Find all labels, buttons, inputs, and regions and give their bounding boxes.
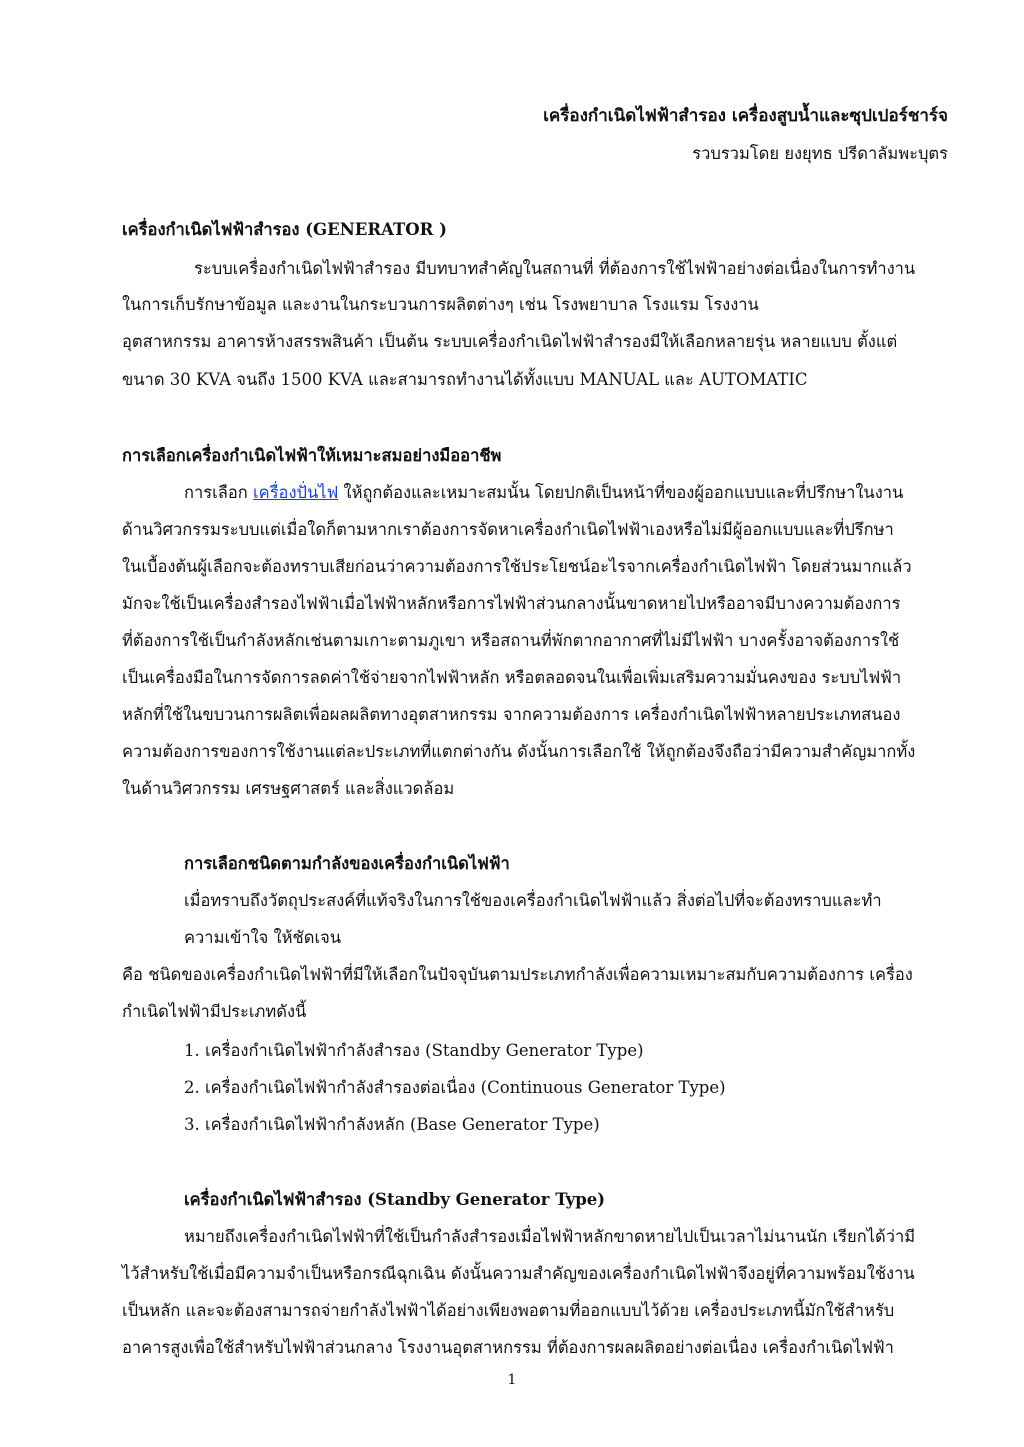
section-heading-selection: การเลือกเครื่องกำเนิดไฟฟ้าให้เหมาะสมอย่างมืออาชีพ: [122, 446, 502, 465]
list-item: 2. เครื่องกำเนิดไฟฟ้ากำลังสำรองต่อเนื่อง (Continuous Generator Type): [184, 1078, 726, 1097]
paragraph-line: ในเบื้องต้นผู้เลือกจะต้องทราบเสียก่อนว่าความต้องการใช้ประโยชน์อะไรจากเครื่องกำเนิดไฟฟ้า โดยส่วนมากแล้ว: [122, 557, 912, 576]
paragraph-line: ความต้องการของการใช้งานแต่ละประเภทที่แตกต่างกัน ดังนั้นการเลือกใช้ ให้ถูกต้องจึงถือว่ามีความสำคัญมากทั้ง: [122, 742, 916, 761]
paragraph-line: หมายถึงเครื่องกำเนิดไฟฟ้าที่ใช้เป็นกำลังสำรองเมื่อไฟฟ้าหลักขาดหายไปเป็นเวลาไม่นานนัก เรียกได้ว่ามี: [184, 1227, 916, 1246]
paragraph-line: หลักที่ใช้ในขบวนการผลิตเพื่อผลผลิตทางอุตสาหกรรม จากความต้องการ เครื่องกำเนิดไฟฟ้าหลายประเภทสนอง: [122, 705, 901, 724]
paragraph-line: อุตสาหกรรม อาคารห้างสรรพสินค้า เป็นต้น ระบบเครื่องกำเนิดไฟฟ้าสำรองมีให้เลือกหลายรุ่น หลายแบบ ตั้งแต่: [122, 332, 898, 351]
paragraph-line: คือ ชนิดของเครื่องกำเนิดไฟฟ้าที่มีให้เลือกในปัจจุบันตามประเภทกำลังเพื่อความเหมาะสมกับความต้องการ เครื่อง: [122, 965, 913, 984]
paragraph-text: ให้ถูกต้องและเหมาะสมนั้น โดยปกติเป็นหน้าที่ของผู้ออกแบบและที่ปรึกษาในงาน: [338, 483, 904, 502]
paragraph-line: ด้านวิศวกรรมระบบแต่เมื่อใดก็ตามหากเราต้องการจัดหาเครื่องกำเนิดไฟฟ้าเองหรือไม่มีผู้ออกแบบและที่ปรึกษา: [122, 520, 894, 539]
section-heading-power-type: การเลือกชนิดตามกำลังของเครื่องกำเนิดไฟฟ้า: [184, 854, 510, 873]
paragraph-line: ในการเก็บรักษาข้อมูล และงานในกระบวนการผลิตต่างๆ เช่น โรงพยาบาล โรงแรม โรงงาน: [122, 295, 759, 314]
paragraph-line: เป็นหลัก และจะต้องสามารถจ่ายกำลังไฟฟ้าได้อย่างเพียงพอตามที่ออกแบบไว้ด้วย เครื่องประเภทนี้มักใช้สำหรับ: [122, 1301, 895, 1320]
paragraph-line: กำเนิดไฟฟ้ามีประเภทดังนี้: [122, 1002, 307, 1021]
paragraph-line: ไว้สำหรับใช้เมื่อมีความจำเป็นหรือกรณีฉุกเฉิน ดังนั้นความสำคัญของเครื่องกำเนิดไฟฟ้าจึงอยู่ที่ความพร้อมใช้งาน: [122, 1264, 915, 1283]
document-author: รวบรวมโดย ยงยุทธ ปรีดาลัมพะบุตร: [692, 144, 948, 163]
section-heading-generator: เครื่องกำเนิดไฟฟ้าสำรอง (GENERATOR ): [122, 220, 447, 239]
paragraph-line: [184, 485, 903, 502]
paragraph-line: ความเข้าใจ ให้ชัดเจน: [184, 928, 342, 947]
paragraph-line: เมื่อทราบถึงวัตถุประสงค์ที่แท้จริงในการใช้ของเครื่องกำเนิดไฟฟ้าแล้ว สิ่งต่อไปที่จะต้องทราบและทำ: [184, 891, 882, 910]
list-item: 3. เครื่องกำเนิดไฟฟ้ากำลังหลัก (Base Generator Type): [184, 1115, 600, 1134]
generator-link[interactable]: เครื่องปั่นไฟ: [253, 483, 339, 502]
list-item: 1. เครื่องกำเนิดไฟฟ้ากำลังสำรอง (Standby Generator Type): [184, 1041, 644, 1060]
paragraph-line: ระบบเครื่องกำเนิดไฟฟ้าสำรอง มีบทบาทสำคัญในสถานที่ ที่ต้องการใช้ไฟฟ้าอย่างต่อเนื่องในการทำงาน: [194, 259, 916, 278]
paragraph-line: มักจะใช้เป็นเครื่องสำรองไฟฟ้าเมื่อไฟฟ้าหลักหรือการไฟฟ้าส่วนกลางนั้นขาดหายไปหรืออาจมีบางความต้องการ: [122, 594, 901, 613]
paragraph-line: เป็นเครื่องมือในการจัดการลดค่าใช้จ่ายจากไฟฟ้าหลัก หรือตลอดจนในเพื่อเพิ่มเสริมความมั่นคงของ ระบบไฟฟ้า: [122, 668, 902, 687]
paragraph-line: ขนาด 30 KVA จนถึง 1500 KVA และสามารถทำงานได้ทั้งแบบ MANUAL และ AUTOMATIC: [122, 370, 808, 389]
paragraph-text: การเลือก: [184, 483, 254, 502]
section-heading-standby: เครื่องกำเนิดไฟฟ้าสำรอง (Standby Generator Type): [184, 1190, 606, 1209]
paragraph-line: ที่ต้องการใช้เป็นกำลังหลักเช่นตามเกาะตามภูเขา หรือสถานที่พักตากอากาศที่ไม่มีไฟฟ้า บางครั้งอาจต้องการใช้: [122, 631, 900, 650]
document-title: เครื่องกำเนิดไฟฟ้าสำรอง เครื่องสูบน้ำและซุปเปอร์ชาร์จ: [543, 106, 948, 126]
paragraph-line: อาคารสูงเพื่อใช้สำหรับไฟฟ้าส่วนกลาง โรงงานอุตสาหกรรม ที่ต้องการผลผลิตอย่างต่อเนื่อง เครื่องกำเนิดไฟฟ้า: [122, 1338, 894, 1357]
page-number: 1: [507, 1372, 517, 1388]
paragraph-line: ในด้านวิศวกรรม เศรษฐศาสตร์ และสิ่งแวดล้อม: [122, 779, 455, 798]
